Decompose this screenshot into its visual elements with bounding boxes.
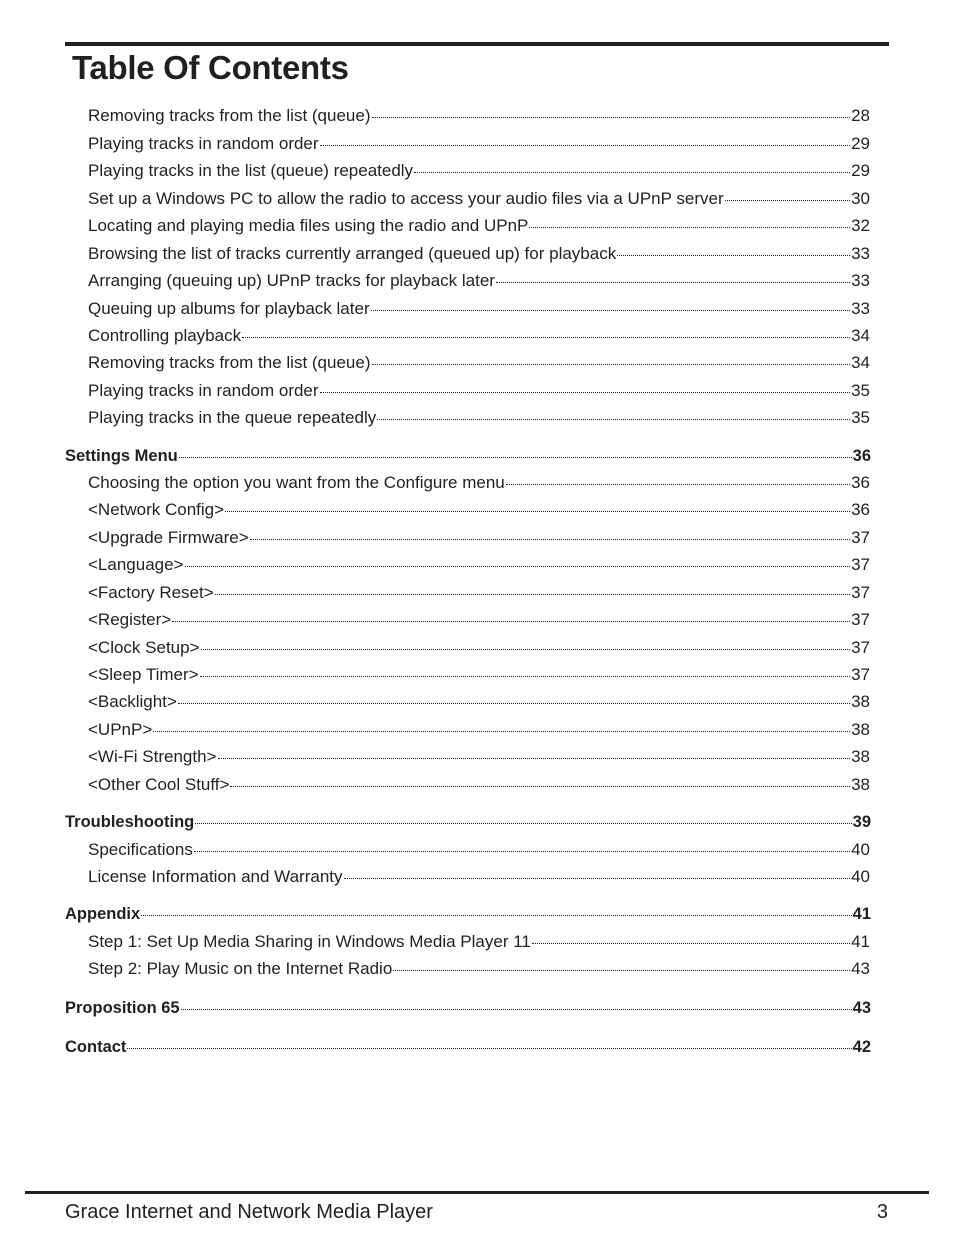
toc-entry[interactable] (88, 105, 870, 127)
toc-section-entry[interactable] (65, 1036, 871, 1058)
toc-entry-page: 38 (851, 720, 870, 739)
toc-dot-leader (230, 772, 850, 787)
toc-entry[interactable] (88, 188, 870, 210)
toc-dot-leader (195, 809, 851, 824)
toc-dot-leader (218, 744, 851, 759)
toc-entry-label: Removing tracks from the list (queue) (88, 106, 371, 125)
toc-entry-label: Step 2: Play Music on the Internet Radio (88, 959, 393, 978)
toc-entry-label: <Other Cool Stuff> (88, 775, 230, 794)
toc-dot-leader (496, 268, 850, 283)
toc-entry-label: Playing tracks in random order (88, 134, 319, 153)
toc-dot-leader (194, 837, 850, 852)
toc-entry-page: 41 (851, 932, 870, 951)
footer-title: Grace Internet and Network Media Player (65, 1201, 433, 1223)
toc-entry-page: 37 (851, 665, 870, 684)
toc-entry[interactable] (88, 719, 870, 741)
toc-dot-leader (201, 635, 851, 650)
toc-entry[interactable] (88, 664, 870, 686)
toc-entry-page: 33 (851, 299, 870, 318)
toc-entry[interactable] (88, 325, 870, 347)
toc-entry-page: 43 (851, 959, 870, 978)
toc-entry-page: 29 (851, 161, 870, 180)
toc-entry-label: Removing tracks from the list (queue) (88, 353, 371, 372)
toc-dot-leader (372, 350, 851, 365)
toc-dot-leader (393, 956, 850, 971)
toc-entry[interactable] (88, 270, 870, 292)
toc-entry-page: 34 (851, 326, 870, 345)
top-rule (65, 42, 889, 46)
toc-entry[interactable] (88, 839, 870, 861)
toc-entry-page: 38 (851, 692, 870, 711)
toc-entry-label: <Wi-Fi Strength> (88, 747, 217, 766)
toc-entry-page: 36 (851, 473, 870, 492)
toc-entry-label: Contact (65, 1038, 127, 1056)
toc-entry-page: 37 (851, 638, 870, 657)
toc-entry[interactable] (88, 609, 870, 631)
toc-entry[interactable] (88, 746, 870, 768)
toc-entry-page: 39 (852, 813, 871, 831)
toc-entry-page: 28 (851, 106, 870, 125)
toc-entry-label: License Information and Warranty (88, 867, 343, 886)
toc-entry-page: 40 (851, 867, 870, 886)
toc-dot-leader (178, 689, 850, 704)
toc-entry-label: Troubleshooting (65, 813, 195, 831)
toc-dot-leader (181, 995, 852, 1010)
toc-section-entry[interactable] (65, 997, 871, 1019)
toc-entry-page: 37 (851, 610, 870, 629)
toc-entry[interactable] (88, 298, 870, 320)
toc-section-entry[interactable] (65, 903, 871, 925)
toc-entry-page: 32 (851, 216, 870, 235)
toc-dot-leader (215, 580, 850, 595)
toc-entry-label: <UPnP> (88, 720, 153, 739)
toc-entry-page: 37 (851, 583, 870, 602)
toc-entry-label: Appendix (65, 905, 141, 923)
toc-entry[interactable] (88, 691, 870, 713)
toc-dot-leader (179, 443, 852, 458)
toc-dot-leader (617, 241, 850, 256)
toc-entry-label: <Upgrade Firmware> (88, 528, 249, 547)
toc-dot-leader (371, 296, 850, 311)
toc-entry-label: Queuing up albums for playback later (88, 299, 370, 318)
toc-dot-leader (725, 186, 850, 201)
toc-entry-page: 40 (851, 840, 870, 859)
toc-entry-page: 33 (851, 271, 870, 290)
toc-dot-leader (242, 323, 850, 338)
footer-page-number: 3 (876, 1201, 888, 1223)
toc-entry-label: Playing tracks in the list (queue) repeatedly (88, 161, 414, 180)
toc-dot-leader (127, 1034, 851, 1049)
toc-entry-page: 36 (851, 500, 870, 519)
toc-entry[interactable] (88, 407, 870, 429)
toc-entry-page: 42 (852, 1038, 871, 1056)
toc-entry-label: Locating and playing media files using the radio and UPnP (88, 216, 529, 235)
toc-entry-page: 37 (851, 528, 870, 547)
toc-entry-label: Choosing the option you want from the Configure menu (88, 473, 505, 492)
toc-entry-label: Settings Menu (65, 447, 178, 465)
toc-entry[interactable] (88, 499, 870, 521)
toc-entry-label: Proposition 65 (65, 999, 180, 1017)
toc-dot-leader (344, 864, 851, 879)
toc-entry-label: <Factory Reset> (88, 583, 214, 602)
toc-entry[interactable] (88, 958, 870, 980)
toc-entry-label: <Sleep Timer> (88, 665, 199, 684)
toc-entry[interactable] (88, 215, 870, 237)
toc-section-entry[interactable] (65, 445, 871, 467)
toc-dot-leader (372, 103, 851, 118)
toc-dot-leader (153, 717, 850, 732)
toc-entry[interactable] (88, 380, 870, 402)
toc-entry-label: <Network Config> (88, 500, 225, 519)
toc-dot-leader (200, 662, 851, 677)
toc-entry-page: 41 (852, 905, 871, 923)
toc-entry-label: Set up a Windows PC to allow the radio to access your audio files via a UPnP server (88, 189, 724, 208)
toc-entry-label: <Backlight> (88, 692, 177, 711)
toc-entry-page: 35 (851, 381, 870, 400)
toc-section-entry[interactable] (65, 811, 871, 833)
toc-dot-leader (225, 497, 850, 512)
toc-entry-label: Playing tracks in random order (88, 381, 319, 400)
toc-dot-leader (414, 158, 850, 173)
toc-entry-label: Controlling playback (88, 326, 242, 345)
toc-entry-label: Step 1: Set Up Media Sharing in Windows Media Player 11 (88, 932, 531, 951)
toc-entry-label: <Register> (88, 610, 172, 629)
toc-entry[interactable] (88, 931, 870, 953)
toc-entry-label: Playing tracks in the queue repeatedly (88, 408, 377, 427)
toc-entry[interactable] (88, 554, 870, 576)
toc-dot-leader (320, 378, 851, 393)
toc-entry[interactable] (88, 352, 870, 374)
toc-entry-page: 36 (852, 447, 871, 465)
toc-dot-leader (532, 929, 850, 944)
toc-dot-leader (320, 131, 851, 146)
toc-dot-leader (172, 607, 850, 622)
toc-entry-label: Arranging (queuing up) UPnP tracks for playback later (88, 271, 495, 290)
toc-entry[interactable] (88, 866, 870, 888)
footer-rule (25, 1191, 929, 1194)
toc-dot-leader (506, 470, 850, 485)
toc-entry-page: 30 (851, 189, 870, 208)
page-title: Table Of Contents (72, 49, 349, 86)
toc-entry-page: 29 (851, 134, 870, 153)
toc-entry-label: <Language> (88, 555, 184, 574)
toc-entry-page: 33 (851, 244, 870, 263)
toc-dot-leader (377, 405, 850, 420)
toc-entry-page: 38 (851, 775, 870, 794)
toc-entry-label: Browsing the list of tracks currently arranged (queued up) for playback (88, 244, 617, 263)
toc-dot-leader (141, 901, 851, 916)
toc-entry[interactable] (88, 637, 870, 659)
toc-entry-page: 34 (851, 353, 870, 372)
toc-entry[interactable] (88, 472, 870, 494)
toc-entry-page: 38 (851, 747, 870, 766)
toc-entry[interactable] (88, 160, 870, 182)
toc-entry[interactable] (88, 243, 870, 265)
toc-entry-page: 43 (852, 999, 871, 1017)
toc-dot-leader (185, 552, 851, 567)
toc-dot-leader (529, 213, 850, 228)
toc-entry[interactable] (88, 133, 870, 155)
toc-entry-label: <Clock Setup> (88, 638, 200, 657)
toc-entry[interactable] (88, 582, 870, 604)
toc-entry[interactable] (88, 527, 870, 549)
toc-dot-leader (250, 525, 850, 540)
toc-entry[interactable] (88, 774, 870, 796)
toc-entry-page: 37 (851, 555, 870, 574)
toc-entry-label: Specifications (88, 840, 193, 859)
toc-entry-page: 35 (851, 408, 870, 427)
